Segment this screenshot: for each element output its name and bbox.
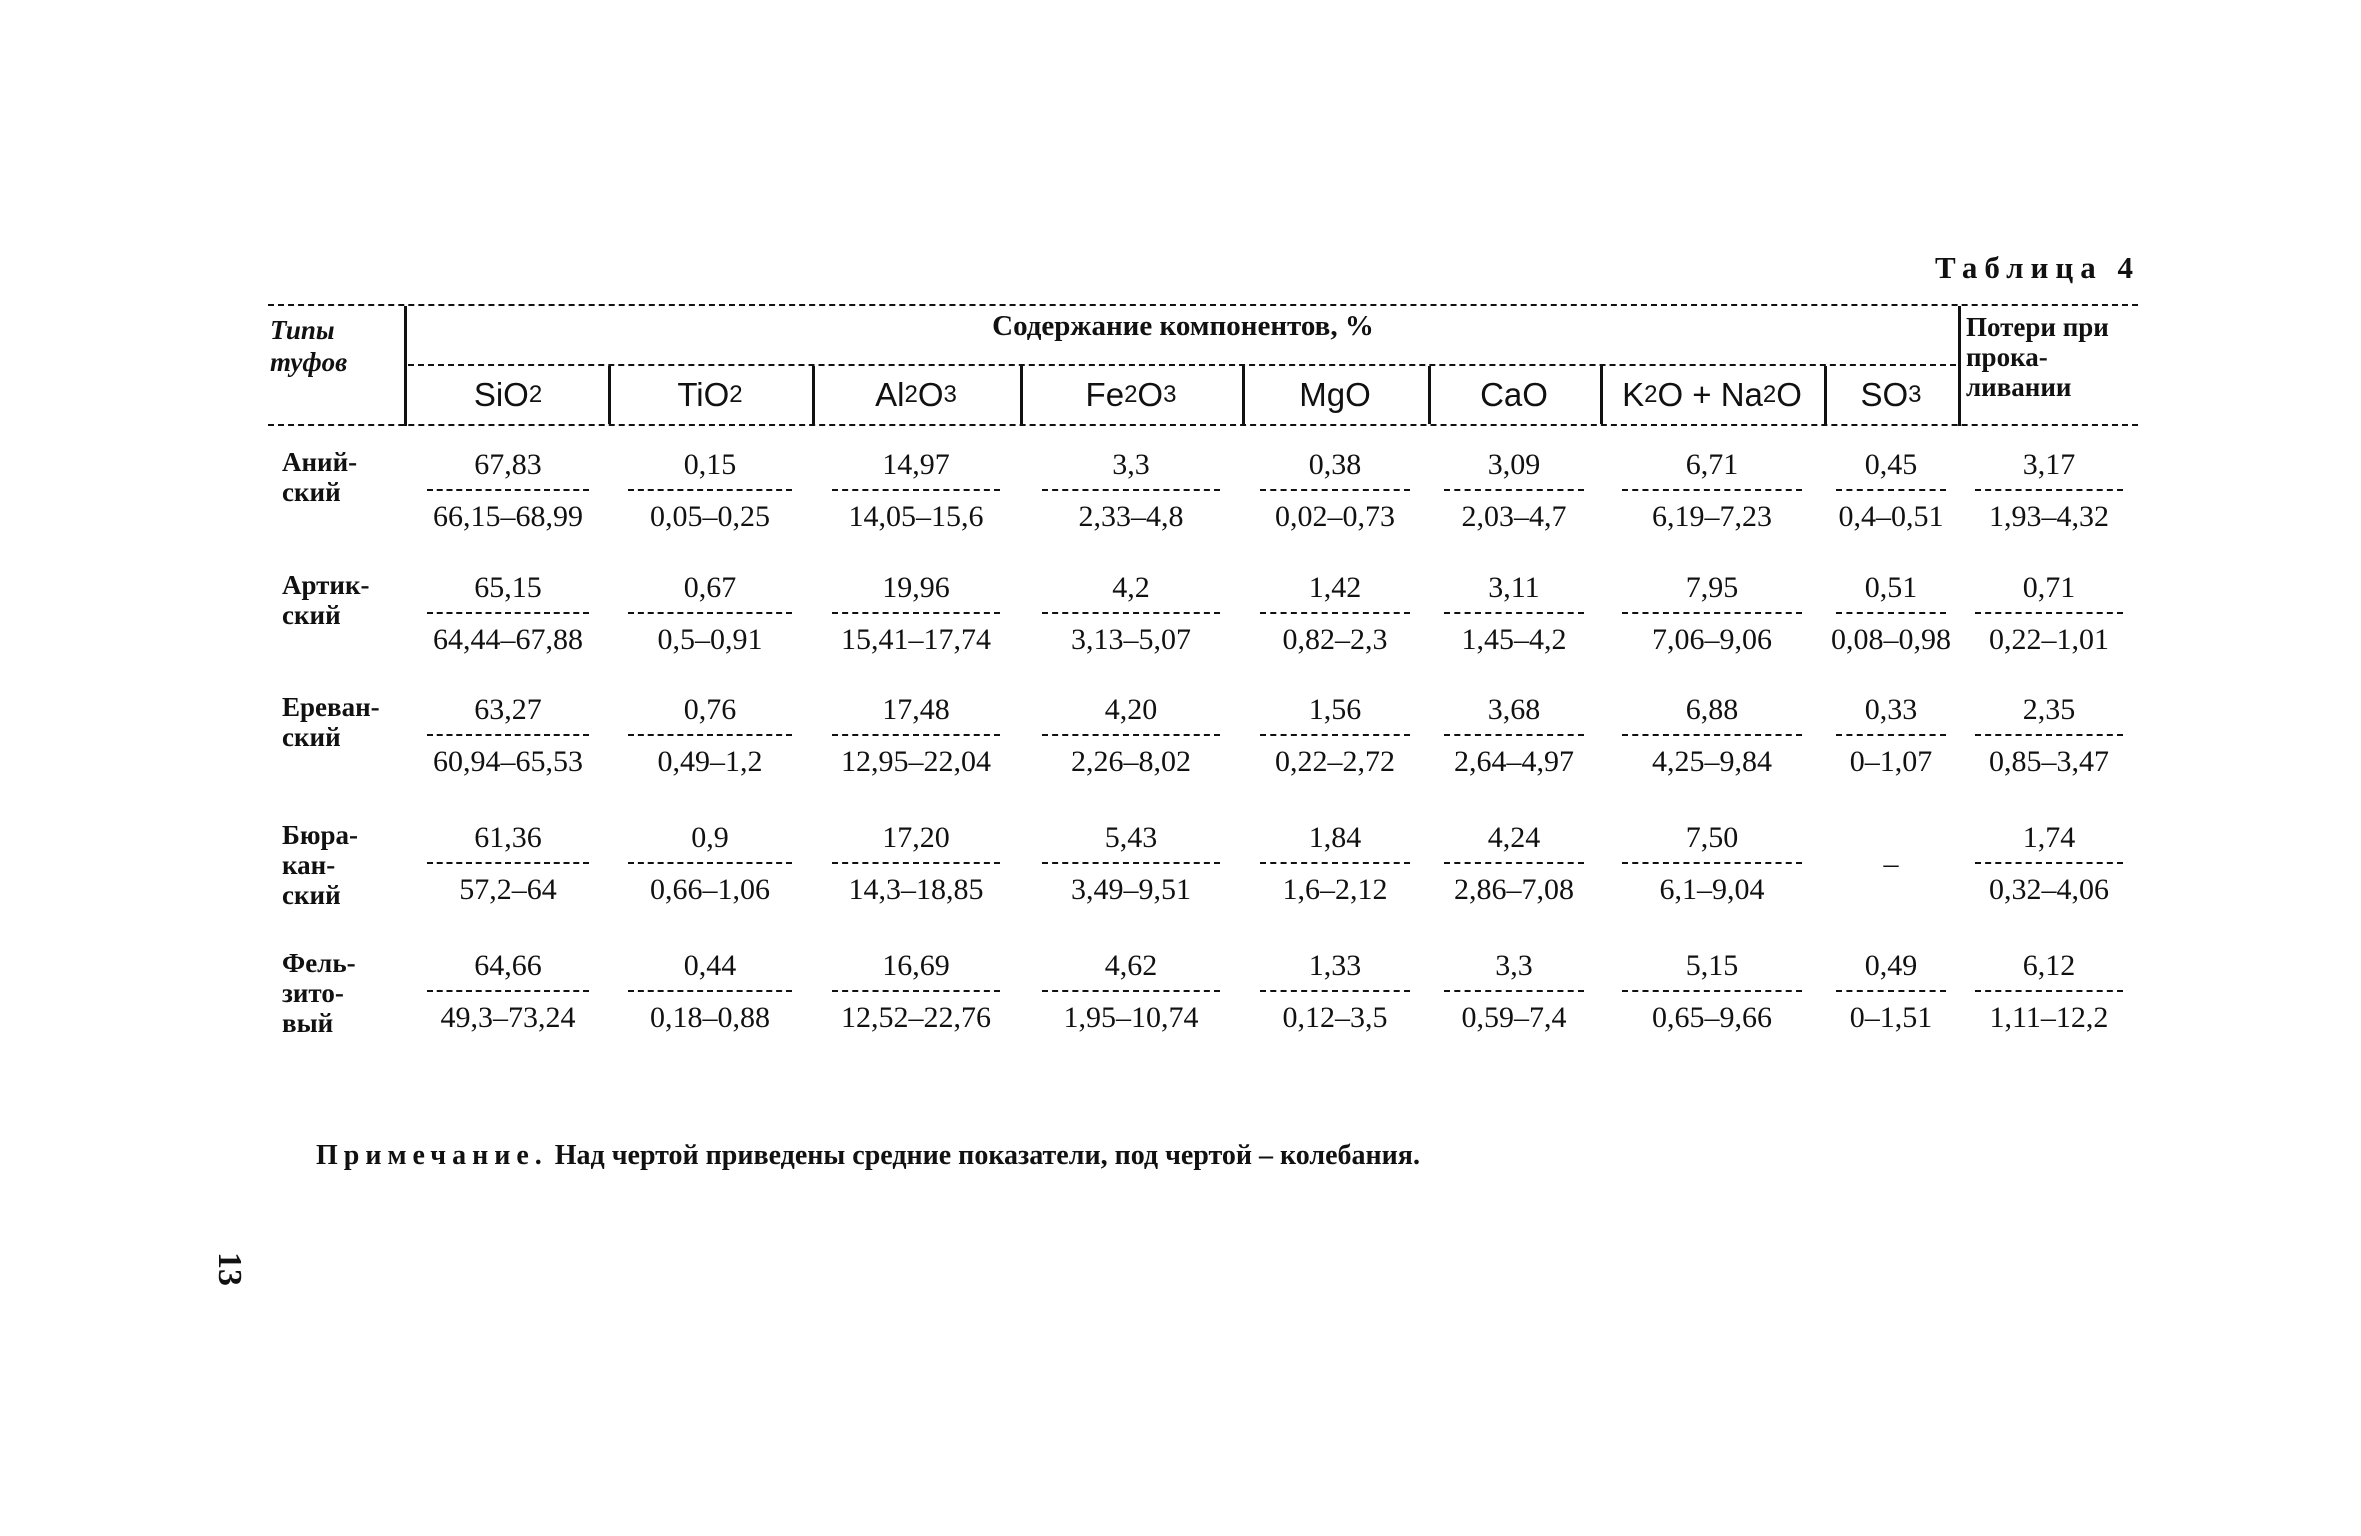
range-value: 0–1,51 xyxy=(1849,1001,1933,1034)
range-value: 49,3–73,24 xyxy=(440,1001,576,1034)
range-value: 1,45–4,2 xyxy=(1461,623,1567,656)
range-value: 2,64–4,97 xyxy=(1454,745,1574,778)
fraction-bar xyxy=(1444,990,1584,992)
fraction-bar xyxy=(1622,734,1801,736)
fraction-bar xyxy=(628,734,792,736)
fraction-bar xyxy=(628,612,792,614)
component-header-7 xyxy=(1600,368,1824,422)
average-value: 1,42 xyxy=(1308,571,1362,604)
average-value: 7,95 xyxy=(1685,571,1739,604)
range-value: 0,18–0,88 xyxy=(650,1001,770,1034)
table-cell xyxy=(1818,818,1964,910)
fraction-bar xyxy=(1622,612,1801,614)
range-value: 15,41–17,74 xyxy=(841,623,991,656)
component-header-4 xyxy=(1020,368,1242,422)
component-header-separator xyxy=(608,366,611,424)
average-value: 17,20 xyxy=(882,821,950,854)
range-value: 1,93–4,32 xyxy=(1989,500,2109,533)
range-value: 0,02–0,73 xyxy=(1275,500,1395,533)
formula-subscript: 3 xyxy=(1908,381,1922,408)
range-value: 0,22–2,72 xyxy=(1275,745,1395,778)
component-header-separator xyxy=(812,366,815,424)
range-value: 1,95–10,74 xyxy=(1063,1001,1199,1034)
average-value: 0,51 xyxy=(1864,571,1918,604)
table-cell xyxy=(1422,818,1606,910)
fraction-bar xyxy=(1444,489,1584,491)
range-value: 6,1–9,04 xyxy=(1659,873,1765,906)
formula-base: Fe xyxy=(1085,376,1125,413)
component-header-separator xyxy=(1242,366,1245,424)
formula-base: MgO xyxy=(1299,376,1371,413)
component-header-separator xyxy=(1020,366,1023,424)
formula-tail-subscript: 2 xyxy=(1762,381,1777,408)
table-cell xyxy=(1236,445,1434,537)
table-cell xyxy=(1014,818,1248,910)
table-cell xyxy=(806,946,1026,1038)
average-value: 5,15 xyxy=(1685,949,1739,982)
tuff-type-name-line: зито- xyxy=(282,978,344,1008)
average-value: 3,11 xyxy=(1488,571,1540,604)
tuff-type-name xyxy=(282,447,402,507)
range-value: 0,5–0,91 xyxy=(657,623,763,656)
table-cell xyxy=(806,818,1026,910)
table-cell xyxy=(1594,946,1830,1038)
fraction-bar xyxy=(1042,990,1220,992)
average-value: 17,48 xyxy=(882,693,950,726)
table-cell xyxy=(1594,690,1830,782)
average-value: 16,69 xyxy=(882,949,950,982)
table-note xyxy=(316,1140,1420,1172)
range-value: 1,6–2,12 xyxy=(1282,873,1388,906)
tuff-type-name-line: ский xyxy=(282,722,341,752)
average-value: 0,71 xyxy=(2022,571,2076,604)
formula-subscript: 2 xyxy=(1644,381,1658,408)
range-value: 0,65–9,66 xyxy=(1652,1001,1772,1034)
table-cell xyxy=(1818,946,1964,1038)
average-value: 1,33 xyxy=(1308,949,1362,982)
table-cell xyxy=(1014,946,1248,1038)
range-value: 3,13–5,07 xyxy=(1071,623,1191,656)
table-cell xyxy=(402,568,614,660)
average-value: 65,15 xyxy=(474,571,542,604)
table-cell xyxy=(1594,818,1830,910)
types-column-divider xyxy=(404,306,407,426)
fraction-bar xyxy=(832,862,999,864)
range-value: 2,26–8,02 xyxy=(1071,745,1191,778)
table-cell xyxy=(1422,690,1606,782)
table-label: Таблица 4 xyxy=(1935,250,2140,285)
table-cell xyxy=(1014,690,1248,782)
table-cell xyxy=(1422,445,1606,537)
table-cell xyxy=(1952,445,2146,537)
fraction-bar xyxy=(1975,734,2122,736)
table-cell xyxy=(1952,818,2146,910)
range-value: 7,06–9,06 xyxy=(1652,623,1772,656)
formula-tail: O xyxy=(917,376,944,413)
table-cell xyxy=(1818,568,1964,660)
tuff-type-name-line: вый xyxy=(282,1008,334,1038)
range-value: 0,22–1,01 xyxy=(1989,623,2109,656)
range-value: 0,59–7,4 xyxy=(1461,1001,1567,1034)
fraction-bar xyxy=(427,612,588,614)
range-value: 0,66–1,06 xyxy=(650,873,770,906)
average-value: 6,88 xyxy=(1685,693,1739,726)
fraction-bar xyxy=(832,489,999,491)
average-value: 67,83 xyxy=(474,448,542,481)
fraction-bar xyxy=(1444,862,1584,864)
components-group-header: Содержание компонентов, % xyxy=(992,310,1374,342)
average-value: 61,36 xyxy=(474,821,542,854)
average-value: 2,35 xyxy=(2022,693,2076,726)
formula-base: Al xyxy=(875,376,905,413)
tuff-type-name xyxy=(282,820,402,910)
range-value: 0,32–4,06 xyxy=(1989,873,2109,906)
average-value: 1,84 xyxy=(1308,821,1362,854)
table-cell xyxy=(1236,690,1434,782)
fraction-bar xyxy=(1836,612,1947,614)
average-value: 6,71 xyxy=(1685,448,1739,481)
range-value: 12,52–22,76 xyxy=(841,1001,991,1034)
fraction-bar xyxy=(1260,489,1410,491)
average-value: 64,66 xyxy=(474,949,542,982)
fraction-bar xyxy=(628,489,792,491)
fraction-bar xyxy=(1260,734,1410,736)
fraction-bar xyxy=(832,990,999,992)
component-header-6 xyxy=(1428,368,1600,422)
component-header-1 xyxy=(408,368,608,422)
component-header-2 xyxy=(608,368,812,422)
fraction-bar xyxy=(1622,489,1801,491)
tuff-type-name xyxy=(282,692,402,752)
fraction-bar xyxy=(427,734,588,736)
average-value: 4,62 xyxy=(1104,949,1158,982)
table-cell xyxy=(1818,445,1964,537)
average-value: 3,17 xyxy=(2022,448,2076,481)
formula-tail-end: O xyxy=(1776,376,1802,413)
tuff-type-name-line: ский xyxy=(282,600,341,630)
formula-subscript: 2 xyxy=(528,381,543,408)
range-value: 2,86–7,08 xyxy=(1454,873,1574,906)
average-value: 4,20 xyxy=(1104,693,1158,726)
range-value: 0,12–3,5 xyxy=(1282,1001,1388,1034)
average-value: 0,45 xyxy=(1864,448,1918,481)
note-text: Над чертой приведены средние показатели, под чертой – колебания. xyxy=(547,1140,1420,1171)
range-value: 2,03–4,7 xyxy=(1461,500,1567,533)
fraction-bar xyxy=(1975,489,2122,491)
average-value: 3,68 xyxy=(1487,693,1541,726)
fraction-bar xyxy=(1260,990,1410,992)
average-value: 0,15 xyxy=(683,448,737,481)
range-value: 0,08–0,98 xyxy=(1831,623,1951,656)
fraction-bar xyxy=(628,862,792,864)
table-cell xyxy=(602,445,818,537)
formula-base: CaO xyxy=(1480,376,1548,413)
fraction-bar xyxy=(628,990,792,992)
fraction-bar xyxy=(427,489,588,491)
fraction-bar xyxy=(1836,489,1947,491)
fraction-bar xyxy=(1260,862,1410,864)
fraction-bar xyxy=(1042,612,1220,614)
range-value: 14,3–18,85 xyxy=(848,873,984,906)
table-cell xyxy=(1952,690,2146,782)
table-cell xyxy=(806,445,1026,537)
average-value: 63,27 xyxy=(474,693,542,726)
fraction-bar xyxy=(1042,489,1220,491)
fraction-bar xyxy=(1444,734,1584,736)
range-value: 64,44–67,88 xyxy=(433,623,583,656)
average-value: 5,43 xyxy=(1104,821,1158,854)
table-cell xyxy=(1236,946,1434,1038)
range-value: 0,49–1,2 xyxy=(657,745,763,778)
tuff-type-name xyxy=(282,570,402,630)
table-cell xyxy=(402,690,614,782)
average-value: 0,9 xyxy=(691,821,729,854)
average-value: 0,76 xyxy=(683,693,737,726)
component-header-separator xyxy=(1428,366,1431,424)
average-value: 19,96 xyxy=(882,571,950,604)
fraction-bar xyxy=(832,612,999,614)
table-cell xyxy=(806,568,1026,660)
component-header-separator xyxy=(1600,366,1603,424)
average-value: 1,74 xyxy=(2022,821,2076,854)
average-value: 3,09 xyxy=(1487,448,1541,481)
table-cell xyxy=(1952,946,2146,1038)
range-value: 14,05–15,6 xyxy=(848,500,984,533)
tuff-type-name-line: Артик- xyxy=(282,570,370,600)
loss-column-divider xyxy=(1958,306,1961,426)
fraction-bar xyxy=(1042,862,1220,864)
table-cell xyxy=(1236,568,1434,660)
formula-base: K xyxy=(1622,376,1645,413)
formula-tail: O + Na xyxy=(1657,376,1763,413)
range-value: 0,85–3,47 xyxy=(1989,745,2109,778)
average-value: 0,38 xyxy=(1308,448,1362,481)
tuff-type-name-line: Аний- xyxy=(282,447,358,477)
average-value: 14,97 xyxy=(882,448,950,481)
range-value: 0,05–0,25 xyxy=(650,500,770,533)
tuff-type-name-line: Ереван- xyxy=(282,692,380,722)
range-value: 2,33–4,8 xyxy=(1078,500,1184,533)
formula-subscript: 2 xyxy=(729,381,743,408)
tuff-type-name-line: Бюра- xyxy=(282,820,358,850)
components-header-rule xyxy=(408,364,1956,366)
empty-value-dash: – xyxy=(1883,847,1899,880)
formula-subscript: 2 xyxy=(1124,381,1138,408)
formula-base: SiO xyxy=(473,376,529,413)
range-value: 60,94–65,53 xyxy=(433,745,583,778)
range-value: 6,19–7,23 xyxy=(1652,500,1772,533)
range-value: 0,82–2,3 xyxy=(1282,623,1388,656)
tuff-type-name-line: Фель- xyxy=(282,948,356,978)
average-value: 0,67 xyxy=(683,571,737,604)
formula-base: SO xyxy=(1860,376,1909,413)
fraction-bar xyxy=(1622,990,1801,992)
fraction-bar xyxy=(1975,612,2122,614)
table-cell xyxy=(1014,568,1248,660)
formula-base: TiO xyxy=(677,376,730,413)
range-value: 66,15–68,99 xyxy=(433,500,583,533)
fraction-bar xyxy=(1444,612,1584,614)
table-cell xyxy=(1014,445,1248,537)
fraction-bar xyxy=(832,734,999,736)
types-column-header: Типы туфов xyxy=(270,315,348,377)
fraction-bar xyxy=(1260,612,1410,614)
table-cell xyxy=(1594,445,1830,537)
range-value: 0,4–0,51 xyxy=(1838,500,1944,533)
formula-tail: O xyxy=(1137,376,1164,413)
table-cell xyxy=(1236,818,1434,910)
table-cell xyxy=(1952,568,2146,660)
average-value: 4,24 xyxy=(1487,821,1541,854)
loss-column-header: Потери при прока-ливании xyxy=(1966,312,2109,402)
average-value: 0,44 xyxy=(683,949,737,982)
formula-tail-subscript: 3 xyxy=(943,381,957,408)
table-cell xyxy=(1818,690,1964,782)
fraction-bar xyxy=(427,862,588,864)
average-value: 0,49 xyxy=(1864,949,1918,982)
page-number: 13 xyxy=(211,1252,248,1286)
table-cell xyxy=(402,818,614,910)
average-value: 7,50 xyxy=(1685,821,1739,854)
component-header-separator xyxy=(1824,366,1827,424)
range-value: 3,49–9,51 xyxy=(1071,873,1191,906)
header-bottom-rule xyxy=(268,424,2138,426)
fraction-bar xyxy=(1975,862,2122,864)
range-value: 12,95–22,04 xyxy=(841,745,991,778)
formula-subscript: 2 xyxy=(904,381,918,408)
component-header-5 xyxy=(1242,368,1428,422)
tuff-type-name-line: кан- xyxy=(282,850,336,880)
table-cell xyxy=(1422,946,1606,1038)
table-cell xyxy=(602,690,818,782)
average-value: 4,2 xyxy=(1112,571,1150,604)
fraction-bar xyxy=(1975,990,2122,992)
range-value: 0–1,07 xyxy=(1849,745,1933,778)
table-cell xyxy=(402,946,614,1038)
average-value: 1,56 xyxy=(1308,693,1362,726)
table-cell xyxy=(602,946,818,1038)
average-value: 3,3 xyxy=(1495,949,1533,982)
range-value: 1,11–12,2 xyxy=(1989,1001,2109,1034)
fraction-bar xyxy=(1042,734,1220,736)
average-value: 0,33 xyxy=(1864,693,1918,726)
formula-tail-subscript: 3 xyxy=(1163,381,1177,408)
fraction-bar xyxy=(1836,990,1947,992)
note-label: Примечание. xyxy=(316,1140,548,1171)
fraction-bar xyxy=(427,990,588,992)
tuff-type-name xyxy=(282,948,402,1038)
fraction-bar xyxy=(1622,862,1801,864)
table-cell xyxy=(402,445,614,537)
range-value: 57,2–64 xyxy=(459,873,557,906)
table-cell xyxy=(602,818,818,910)
table-cell xyxy=(806,690,1026,782)
table-cell xyxy=(602,568,818,660)
component-header-3 xyxy=(812,368,1020,422)
table-cell xyxy=(1594,568,1830,660)
fraction-bar xyxy=(1836,734,1947,736)
component-header-8 xyxy=(1824,368,1958,422)
range-value: 4,25–9,84 xyxy=(1652,745,1772,778)
average-value: 6,12 xyxy=(2022,949,2076,982)
tuff-type-name-line: ский xyxy=(282,477,341,507)
tuff-type-name-line: ский xyxy=(282,880,341,910)
table-top-rule xyxy=(268,304,2138,306)
table-cell xyxy=(1422,568,1606,660)
average-value: 3,3 xyxy=(1112,448,1150,481)
